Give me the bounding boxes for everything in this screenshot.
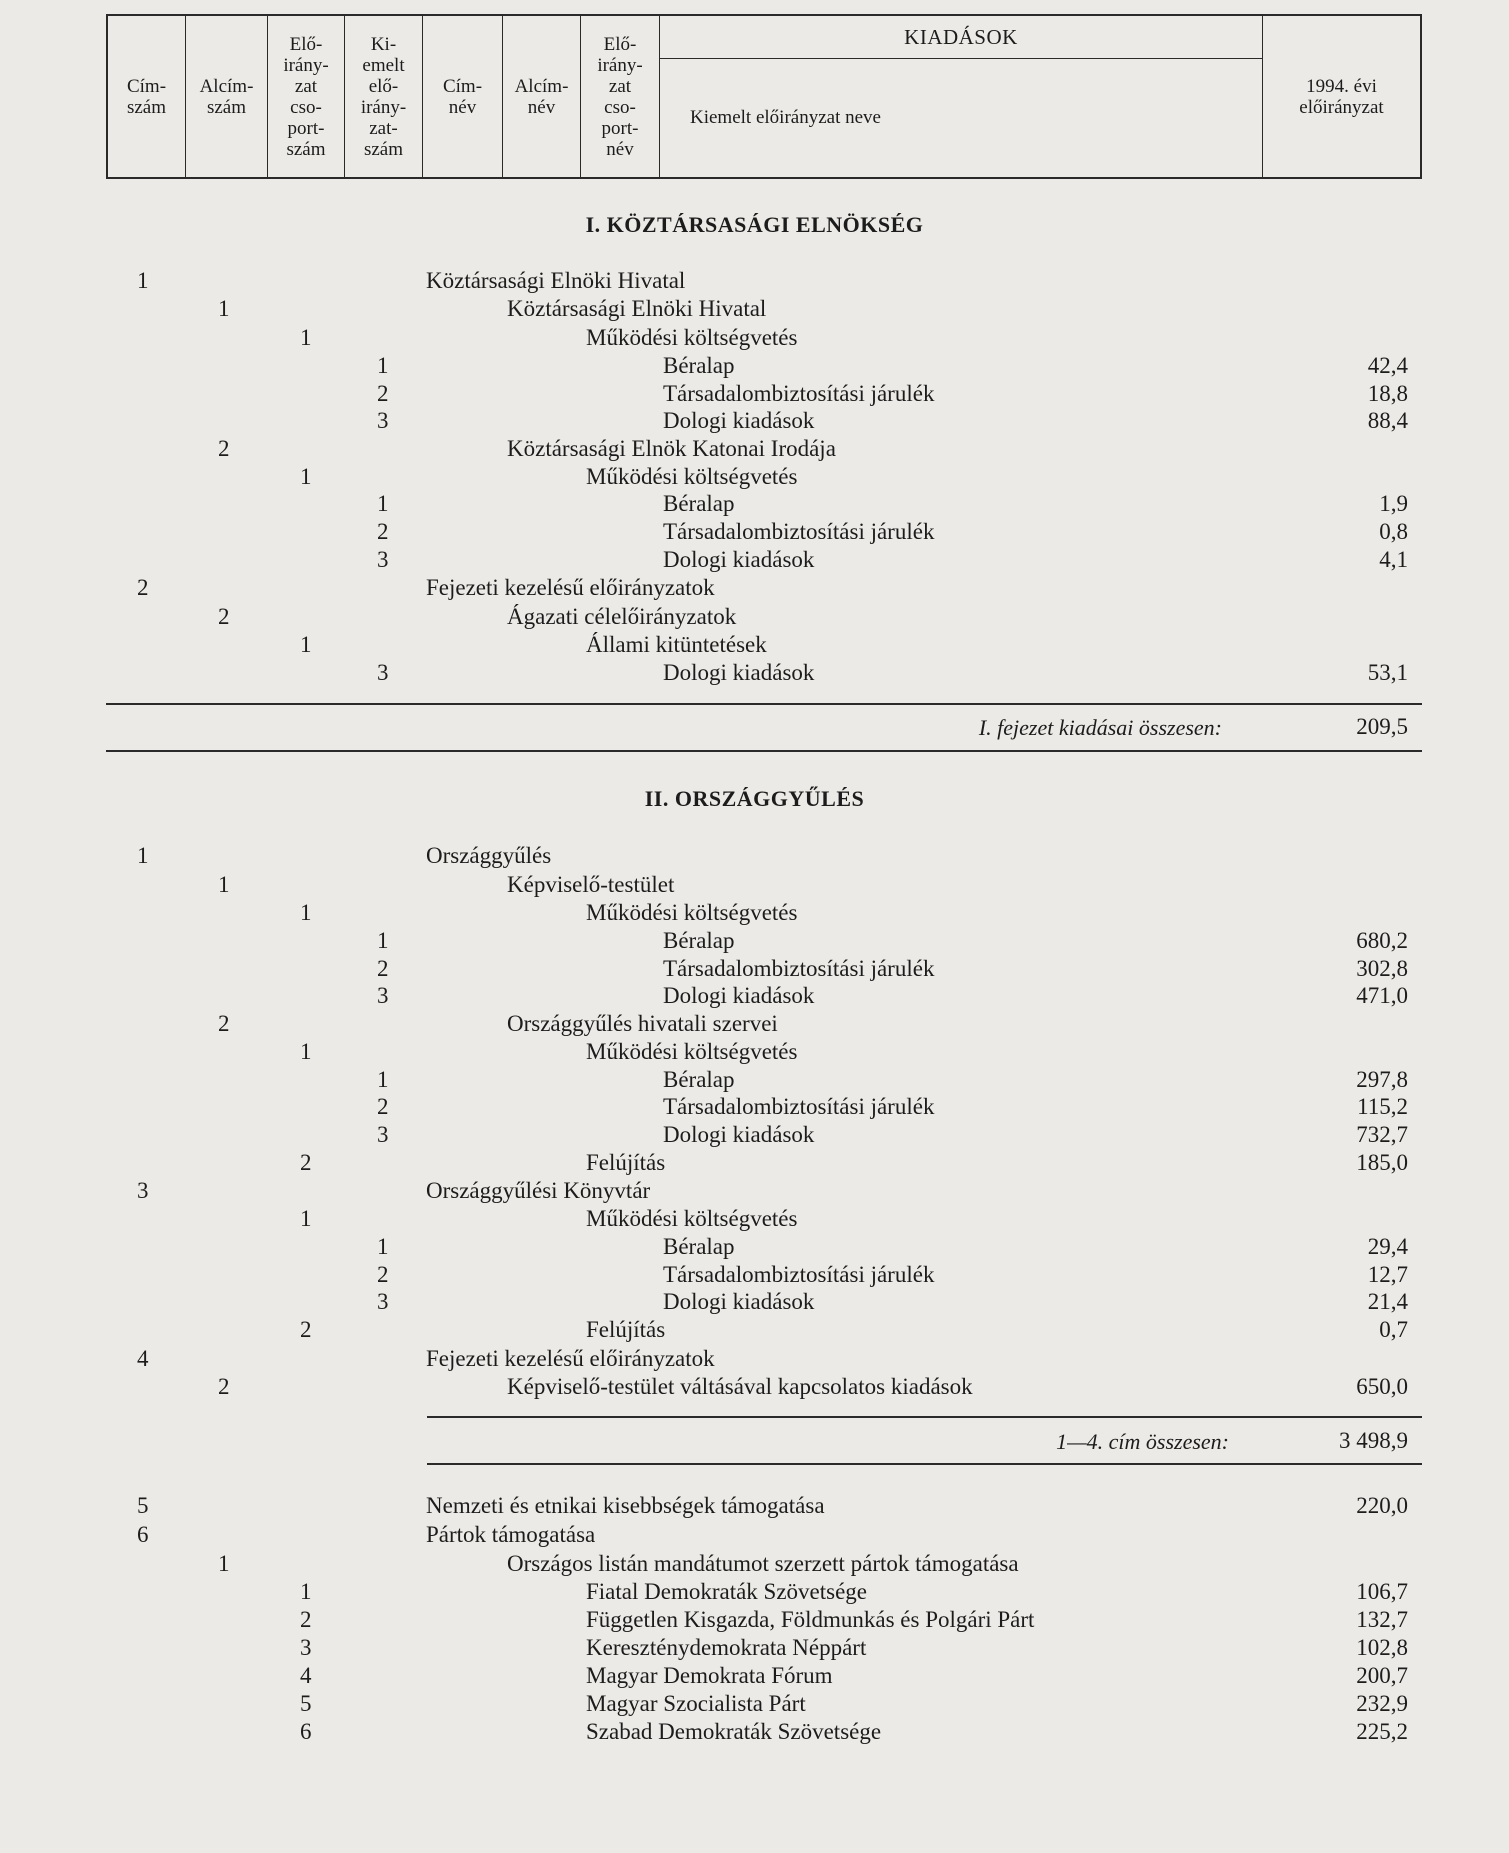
divider <box>427 1463 1422 1465</box>
row-number: 1 <box>218 296 230 321</box>
table-row <box>0 1205 1509 1233</box>
table-row <box>0 631 1509 659</box>
row-amount: 471,0 <box>1356 983 1408 1008</box>
row-label: Társadalombiztosítási járulék <box>663 381 935 406</box>
row-amount: 115,2 <box>1357 1094 1408 1119</box>
row-label: Fiatal Demokraták Szövetsége <box>586 1579 868 1604</box>
row-number: 6 <box>137 1522 149 1547</box>
row-label: Működési költségvetés <box>586 1039 798 1064</box>
row-label: Működési költségvetés <box>586 464 798 489</box>
row-label: Dologi kiadások <box>663 660 815 685</box>
row-number: 2 <box>218 436 230 461</box>
row-number: 1 <box>300 1039 312 1064</box>
table-row <box>0 955 1509 983</box>
row-number: 3 <box>377 1122 389 1147</box>
table-row <box>0 1261 1509 1289</box>
row-label: Szabad Demokraták Szövetsége <box>586 1719 882 1744</box>
row-number: 1 <box>377 1234 389 1259</box>
row-amount: 4,1 <box>1379 547 1408 572</box>
table-row <box>0 1492 1509 1520</box>
table-row <box>0 1521 1509 1549</box>
row-amount: 200,7 <box>1356 1663 1408 1688</box>
row-label: Felújítás <box>586 1150 666 1175</box>
row-number: 2 <box>377 956 389 981</box>
row-amount: 18,8 <box>1367 381 1408 406</box>
row-amount: 0,8 <box>1379 519 1408 544</box>
header-eloiranyzat-csoport-szam: Elő- irány- zat cso- port- szám <box>268 16 345 177</box>
table-row <box>0 1662 1509 1690</box>
row-number: 1 <box>300 632 312 657</box>
row-number: 1 <box>300 464 312 489</box>
table-row <box>0 1718 1509 1746</box>
header-cim-szam: Cím- szám <box>108 16 186 177</box>
table-row <box>0 927 1509 955</box>
table-row <box>0 380 1509 408</box>
section-title: I. KÖZTÁRSASÁGI ELNÖKSÉG <box>585 212 924 237</box>
table-row <box>0 871 1509 899</box>
table-row <box>0 295 1509 323</box>
row-label: Társadalombiztosítási járulék <box>663 1094 935 1119</box>
row-number: 2 <box>300 1150 312 1175</box>
row-amount: 102,8 <box>1356 1635 1408 1660</box>
row-number: 3 <box>377 547 389 572</box>
table-row <box>0 1550 1509 1578</box>
row-number: 1 <box>137 268 149 293</box>
row-number: 1 <box>377 1067 389 1092</box>
row-label: Pártok támogatása <box>426 1522 596 1547</box>
subtotal-amount: 3 498,9 <box>1339 1428 1408 1453</box>
row-amount: 1,9 <box>1379 491 1408 516</box>
table-row <box>0 1010 1509 1038</box>
table-row <box>0 842 1509 870</box>
row-amount: 680,2 <box>1356 928 1408 953</box>
row-amount: 302,8 <box>1356 956 1408 981</box>
table-row <box>0 1634 1509 1662</box>
row-label: Működési költségvetés <box>586 900 798 925</box>
row-label: Dologi kiadások <box>663 1122 815 1147</box>
divider <box>106 750 1422 752</box>
row-number: 1 <box>300 1206 312 1231</box>
chapter-total-label: I. fejezet kiadásai összesen: <box>978 715 1222 740</box>
row-label: Béralap <box>663 1067 735 1092</box>
section-title: II. ORSZÁGGYŰLÉS <box>644 786 865 811</box>
row-amount: 42,4 <box>1367 353 1408 378</box>
table-row <box>0 574 1509 602</box>
header-kiemelt-eloiranyzat-neve: Kiemelt előirányzat neve <box>690 107 881 128</box>
row-number: 2 <box>300 1317 312 1342</box>
divider <box>427 1416 1422 1418</box>
row-number: 3 <box>300 1635 312 1660</box>
table-row <box>0 1690 1509 1718</box>
row-label: Ágazati célelőirányzatok <box>507 604 737 629</box>
row-number: 6 <box>300 1719 312 1744</box>
table-row <box>0 1578 1509 1606</box>
row-amount: 132,7 <box>1356 1607 1408 1632</box>
row-label: Dologi kiadások <box>663 408 815 433</box>
table-row <box>0 352 1509 380</box>
row-number: 4 <box>300 1663 312 1688</box>
row-label: Képviselő-testület váltásával kapcsolatos kiadások <box>507 1374 973 1399</box>
row-amount: 225,2 <box>1356 1719 1408 1744</box>
table-row <box>0 1149 1509 1177</box>
row-label: Független Kisgazda, Földmunkás és Polgári Párt <box>586 1607 1035 1632</box>
row-amount: 220,0 <box>1356 1493 1408 1518</box>
table-row <box>0 1038 1509 1066</box>
row-label: Országos listán mandátumot szerzett pártok támogatása <box>507 1551 1019 1576</box>
row-number: 3 <box>377 660 389 685</box>
row-number: 3 <box>377 408 389 433</box>
row-label: Kereszténydemokrata Néppárt <box>586 1635 867 1660</box>
header-1994-evi-eloiranyzat: 1994. évi előirányzat <box>1262 16 1420 177</box>
table-row <box>0 1177 1509 1205</box>
row-amount: 88,4 <box>1367 408 1408 433</box>
column-header-table <box>106 14 1422 179</box>
row-amount: 12,7 <box>1367 1262 1408 1287</box>
header-eloiranyzat-csoport-nev: Elő- irány- zat cso- port- név <box>581 16 660 177</box>
header-alcim-szam: Alcím- szám <box>186 16 268 177</box>
row-label: Köztársasági Elnöki Hivatal <box>507 296 767 321</box>
row-number: 1 <box>300 1579 312 1604</box>
row-label: Országgyűlési Könyvtár <box>426 1178 651 1203</box>
row-number: 1 <box>377 928 389 953</box>
row-label: Országgyűlés <box>426 843 552 868</box>
table-row <box>0 1288 1509 1316</box>
row-label: Dologi kiadások <box>663 547 815 572</box>
row-number: 3 <box>137 1178 149 1203</box>
row-number: 2 <box>377 519 389 544</box>
subtotal-label: 1—4. cím összesen: <box>1056 1429 1229 1454</box>
row-number: 1 <box>300 325 312 350</box>
header-kiemelt-eloiranyzat-szam: Ki- emelt elő- irány- zat- szám <box>345 16 423 177</box>
table-row <box>0 324 1509 352</box>
row-number: 2 <box>377 381 389 406</box>
row-number: 5 <box>300 1691 312 1716</box>
divider <box>106 703 1422 705</box>
table-row <box>0 899 1509 927</box>
row-number: 1 <box>218 1551 230 1576</box>
row-number: 2 <box>300 1607 312 1632</box>
header-cim-nev: Cím- név <box>423 16 503 177</box>
row-label: Dologi kiadások <box>663 1289 815 1314</box>
table-row <box>0 659 1509 687</box>
table-row <box>0 463 1509 491</box>
table-row <box>0 267 1509 295</box>
row-label: Dologi kiadások <box>663 983 815 1008</box>
row-label: Magyar Szocialista Párt <box>586 1691 806 1716</box>
row-label: Társadalombiztosítási járulék <box>663 956 935 981</box>
table-row <box>0 1093 1509 1121</box>
row-number: 1 <box>218 872 230 897</box>
row-number: 3 <box>377 983 389 1008</box>
row-amount: 21,4 <box>1367 1289 1408 1314</box>
row-label: Működési költségvetés <box>586 1206 798 1231</box>
header-alcim-nev: Alcím- név <box>503 16 581 177</box>
row-amount: 732,7 <box>1356 1122 1408 1147</box>
table-row <box>0 982 1509 1010</box>
row-number: 4 <box>137 1346 149 1371</box>
row-amount: 0,7 <box>1379 1317 1408 1342</box>
table-row <box>0 546 1509 574</box>
table-row <box>0 518 1509 546</box>
row-label: Béralap <box>663 928 735 953</box>
row-label: Nemzeti és etnikai kisebbségek támogatása <box>426 1493 825 1518</box>
row-amount: 29,4 <box>1367 1234 1408 1259</box>
row-label: Béralap <box>663 1234 735 1259</box>
row-number: 5 <box>137 1493 149 1518</box>
table-row <box>0 435 1509 463</box>
table-row <box>0 1345 1509 1373</box>
row-number: 1 <box>377 353 389 378</box>
row-label: Országgyűlés hivatali szervei <box>507 1011 778 1036</box>
table-row <box>0 407 1509 435</box>
row-label: Állami kitüntetések <box>586 632 767 657</box>
row-number: 2 <box>377 1094 389 1119</box>
table-row <box>0 1121 1509 1149</box>
row-number: 1 <box>377 491 389 516</box>
row-label: Fejezeti kezelésű előirányzatok <box>426 1346 715 1371</box>
table-row <box>0 1373 1509 1401</box>
row-number: 2 <box>218 604 230 629</box>
row-label: Béralap <box>663 353 735 378</box>
table-row <box>0 1316 1509 1344</box>
row-label: Képviselő-testület <box>507 872 675 897</box>
row-number: 2 <box>377 1262 389 1287</box>
row-number: 2 <box>218 1374 230 1399</box>
row-label: Társadalombiztosítási járulék <box>663 519 935 544</box>
row-amount: 650,0 <box>1356 1374 1408 1399</box>
row-label: Béralap <box>663 491 735 516</box>
header-kiadasok: KIADÁSOK <box>660 16 1262 59</box>
table-row <box>0 490 1509 518</box>
chapter-total-amount: 209,5 <box>1356 714 1408 739</box>
row-label: Működési költségvetés <box>586 325 798 350</box>
row-amount: 53,1 <box>1367 660 1408 685</box>
row-number: 2 <box>218 1011 230 1036</box>
row-amount: 232,9 <box>1356 1691 1408 1716</box>
table-row <box>0 1066 1509 1094</box>
row-label: Felújítás <box>586 1317 666 1342</box>
row-amount: 297,8 <box>1356 1067 1408 1092</box>
row-label: Köztársasági Elnöki Hivatal <box>426 268 686 293</box>
row-amount: 106,7 <box>1356 1579 1408 1604</box>
row-label: Társadalombiztosítási járulék <box>663 1262 935 1287</box>
row-label: Fejezeti kezelésű előirányzatok <box>426 575 715 600</box>
row-amount: 185,0 <box>1356 1150 1408 1175</box>
row-number: 1 <box>300 900 312 925</box>
row-number: 1 <box>137 843 149 868</box>
row-label: Köztársasági Elnök Katonai Irodája <box>507 436 836 461</box>
table-row <box>0 1606 1509 1634</box>
row-number: 3 <box>377 1289 389 1314</box>
table-row <box>0 1233 1509 1261</box>
row-label: Magyar Demokrata Fórum <box>586 1663 833 1688</box>
row-number: 2 <box>137 575 149 600</box>
table-row <box>0 603 1509 631</box>
